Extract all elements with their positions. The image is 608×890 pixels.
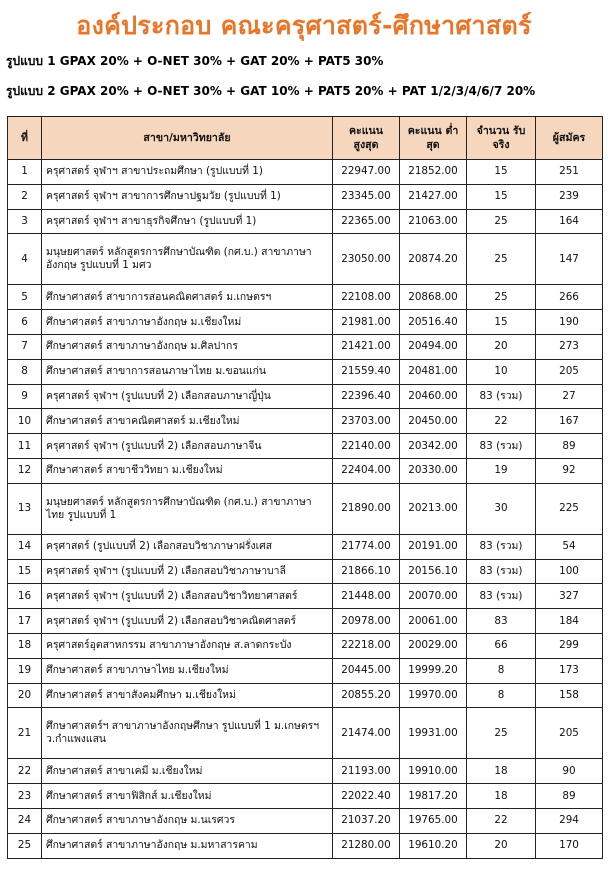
cell-applicants: 205 bbox=[536, 708, 603, 759]
cell-no: 8 bbox=[8, 359, 42, 384]
cell-applicants: 147 bbox=[536, 234, 603, 285]
cell-max-score: 21448.00 bbox=[333, 584, 400, 609]
cell-applicants: 90 bbox=[536, 759, 603, 784]
cell-applicants: 225 bbox=[536, 483, 603, 534]
cell-no: 15 bbox=[8, 559, 42, 584]
cell-no: 13 bbox=[8, 483, 42, 534]
cell-program: ครุศาสตร์ (รูปแบบที่ 2) เลือกสอบวิชาภาษาฝรั่งเศส bbox=[42, 534, 333, 559]
cell-min-score: 20481.00 bbox=[400, 359, 467, 384]
page-title: องค์ประกอบ คณะครุศาสตร์-ศึกษาศาสตร์ bbox=[76, 11, 532, 40]
score-table bbox=[7, 116, 603, 859]
header-applicants: ผู้สมัคร bbox=[536, 117, 603, 160]
cell-no: 6 bbox=[8, 310, 42, 335]
table-row bbox=[8, 808, 603, 833]
table-row bbox=[8, 310, 603, 335]
cell-min-score: 20494.00 bbox=[400, 334, 467, 359]
cell-no: 21 bbox=[8, 708, 42, 759]
cell-min-score: 20874.20 bbox=[400, 234, 467, 285]
cell-min-score: 20191.00 bbox=[400, 534, 467, 559]
cell-no: 22 bbox=[8, 759, 42, 784]
table-row bbox=[8, 234, 603, 285]
cell-max-score: 22218.00 bbox=[333, 633, 400, 658]
table-row bbox=[8, 658, 603, 683]
cell-min-score: 21427.00 bbox=[400, 184, 467, 209]
cell-applicants: 100 bbox=[536, 559, 603, 584]
cell-min-score: 20868.00 bbox=[400, 285, 467, 310]
cell-max-score: 21280.00 bbox=[333, 833, 400, 858]
cell-max-score: 21037.20 bbox=[333, 808, 400, 833]
cell-no: 17 bbox=[8, 609, 42, 634]
cell-applicants: 92 bbox=[536, 458, 603, 483]
cell-program: ศึกษาศาสตร์ สาขาฟิสิกส์ ม.เชียงใหม่ bbox=[42, 784, 333, 809]
cell-max-score: 22365.00 bbox=[333, 209, 400, 234]
cell-program: ศึกษาศาสตร์ สาขาชีววิทยา ม.เชียงใหม่ bbox=[42, 458, 333, 483]
cell-program: ครุศาสตร์ จุฬาฯ (รูปแบบที่ 2) เลือกสอบภาษาจีน bbox=[42, 434, 333, 459]
formula-pattern-2: รูปแบบ 2 GPAX 20% + O-NET 30% + GAT 10% + PAT5 20% + PAT 1/2/3/4/6/7 20% bbox=[6, 84, 536, 98]
cell-applicants: 273 bbox=[536, 334, 603, 359]
cell-min-score: 19910.00 bbox=[400, 759, 467, 784]
cell-applicants: 327 bbox=[536, 584, 603, 609]
table-row bbox=[8, 384, 603, 409]
cell-no: 3 bbox=[8, 209, 42, 234]
cell-max-score: 22947.00 bbox=[333, 160, 400, 185]
cell-applicants: 205 bbox=[536, 359, 603, 384]
table-row bbox=[8, 633, 603, 658]
cell-seats: 83 (รวม) bbox=[467, 584, 536, 609]
header-no: ที่ bbox=[8, 117, 42, 160]
cell-seats: 8 bbox=[467, 683, 536, 708]
cell-max-score: 21193.00 bbox=[333, 759, 400, 784]
table-row bbox=[8, 184, 603, 209]
cell-min-score: 20342.00 bbox=[400, 434, 467, 459]
cell-no: 2 bbox=[8, 184, 42, 209]
table-header-row bbox=[8, 117, 603, 160]
cell-program: ศึกษาศาสตร์ สาขาการสอนภาษาไทย ม.ขอนแก่น bbox=[42, 359, 333, 384]
cell-seats: 15 bbox=[467, 160, 536, 185]
cell-no: 20 bbox=[8, 683, 42, 708]
cell-applicants: 251 bbox=[536, 160, 603, 185]
cell-no: 25 bbox=[8, 833, 42, 858]
cell-applicants: 167 bbox=[536, 409, 603, 434]
cell-min-score: 20516.40 bbox=[400, 310, 467, 335]
cell-applicants: 294 bbox=[536, 808, 603, 833]
cell-applicants: 54 bbox=[536, 534, 603, 559]
cell-program: ครุศาสตร์ จุฬาฯ สาขาประถมศึกษา (รูปแบบที่ 1) bbox=[42, 160, 333, 185]
cell-no: 10 bbox=[8, 409, 42, 434]
cell-no: 1 bbox=[8, 160, 42, 185]
cell-seats: 18 bbox=[467, 784, 536, 809]
cell-max-score: 23050.00 bbox=[333, 234, 400, 285]
cell-max-score: 21474.00 bbox=[333, 708, 400, 759]
cell-min-score: 19970.00 bbox=[400, 683, 467, 708]
cell-program: ศึกษาศาสตร์ สาขาการสอนคณิตศาสตร์ ม.เกษตรฯ bbox=[42, 285, 333, 310]
table-row bbox=[8, 534, 603, 559]
cell-seats: 20 bbox=[467, 334, 536, 359]
cell-no: 7 bbox=[8, 334, 42, 359]
cell-max-score: 23345.00 bbox=[333, 184, 400, 209]
cell-no: 16 bbox=[8, 584, 42, 609]
table-row bbox=[8, 584, 603, 609]
cell-seats: 10 bbox=[467, 359, 536, 384]
cell-max-score: 20978.00 bbox=[333, 609, 400, 634]
cell-max-score: 20445.00 bbox=[333, 658, 400, 683]
cell-no: 11 bbox=[8, 434, 42, 459]
cell-max-score: 22022.40 bbox=[333, 784, 400, 809]
cell-program: ศึกษาศาสตร์ สาขาภาษาอังกฤษ ม.ศิลปากร bbox=[42, 334, 333, 359]
cell-seats: 22 bbox=[467, 409, 536, 434]
cell-applicants: 170 bbox=[536, 833, 603, 858]
table-row bbox=[8, 559, 603, 584]
table-row bbox=[8, 334, 603, 359]
cell-applicants: 158 bbox=[536, 683, 603, 708]
cell-min-score: 20460.00 bbox=[400, 384, 467, 409]
table-row bbox=[8, 483, 603, 534]
header-min-score: คะแนน ต่ำสุด bbox=[400, 117, 467, 160]
table-row bbox=[8, 784, 603, 809]
cell-program: ศึกษาศาสตร์ สาขาภาษาอังกฤษ ม.เชียงใหม่ bbox=[42, 310, 333, 335]
cell-applicants: 164 bbox=[536, 209, 603, 234]
cell-program: ครุศาสตร์ จุฬาฯ (รูปแบบที่ 2) เลือกสอบวิชาวิทยาศาสตร์ bbox=[42, 584, 333, 609]
cell-program: ศึกษาศาสตร์ สาขาสังคมศึกษา ม.เชียงใหม่ bbox=[42, 683, 333, 708]
cell-min-score: 19931.00 bbox=[400, 708, 467, 759]
cell-program: มนุษยศาสตร์ หลักสูตรการศึกษาบัณฑิต (กศ.บ.) สาขาภาษาอังกฤษ รูปแบบที่ 1 มศว bbox=[42, 234, 333, 285]
cell-applicants: 266 bbox=[536, 285, 603, 310]
table-row bbox=[8, 160, 603, 185]
cell-applicants: 89 bbox=[536, 784, 603, 809]
table-row bbox=[8, 409, 603, 434]
table-row bbox=[8, 759, 603, 784]
cell-max-score: 21981.00 bbox=[333, 310, 400, 335]
table-row bbox=[8, 458, 603, 483]
cell-applicants: 239 bbox=[536, 184, 603, 209]
cell-min-score: 20213.00 bbox=[400, 483, 467, 534]
cell-no: 24 bbox=[8, 808, 42, 833]
cell-max-score: 21866.10 bbox=[333, 559, 400, 584]
cell-program: ครุศาสตร์ จุฬาฯ (รูปแบบที่ 2) เลือกสอบวิชาภาษาบาลี bbox=[42, 559, 333, 584]
cell-min-score: 20330.00 bbox=[400, 458, 467, 483]
cell-min-score: 19999.20 bbox=[400, 658, 467, 683]
cell-applicants: 299 bbox=[536, 633, 603, 658]
cell-program: ครุศาสตร์ จุฬาฯ (รูปแบบที่ 2) เลือกสอบวิชาคณิตศาสตร์ bbox=[42, 609, 333, 634]
cell-max-score: 22396.40 bbox=[333, 384, 400, 409]
header-seats: จำนวน รับจริง bbox=[467, 117, 536, 160]
cell-max-score: 21559.40 bbox=[333, 359, 400, 384]
cell-max-score: 22140.00 bbox=[333, 434, 400, 459]
cell-seats: 25 bbox=[467, 234, 536, 285]
cell-program: มนุษยศาสตร์ หลักสูตรการศึกษาบัณฑิต (กศ.บ.) สาขาภาษาไทย รูปแบบที่ 1 bbox=[42, 483, 333, 534]
cell-applicants: 27 bbox=[536, 384, 603, 409]
cell-seats: 19 bbox=[467, 458, 536, 483]
cell-seats: 20 bbox=[467, 833, 536, 858]
cell-no: 14 bbox=[8, 534, 42, 559]
cell-max-score: 21421.00 bbox=[333, 334, 400, 359]
cell-applicants: 173 bbox=[536, 658, 603, 683]
cell-no: 5 bbox=[8, 285, 42, 310]
cell-seats: 30 bbox=[467, 483, 536, 534]
cell-program: ครุศาสตร์อุตสาหกรรม สาขาภาษาอังกฤษ ส.ลาดกระบัง bbox=[42, 633, 333, 658]
cell-seats: 66 bbox=[467, 633, 536, 658]
cell-program: ครุศาสตร์ จุฬาฯ สาขาการศึกษาปฐมวัย (รูปแบบที่ 1) bbox=[42, 184, 333, 209]
cell-applicants: 190 bbox=[536, 310, 603, 335]
cell-program: ครุศาสตร์ จุฬาฯ สาขาธุรกิจศึกษา (รูปแบบที่ 1) bbox=[42, 209, 333, 234]
cell-seats: 25 bbox=[467, 209, 536, 234]
cell-seats: 15 bbox=[467, 184, 536, 209]
cell-min-score: 20070.00 bbox=[400, 584, 467, 609]
cell-min-score: 19817.20 bbox=[400, 784, 467, 809]
cell-max-score: 23703.00 bbox=[333, 409, 400, 434]
cell-program: ศึกษาศาสตร์ สาขาภาษาอังกฤษ ม.มหาสารคาม bbox=[42, 833, 333, 858]
cell-no: 23 bbox=[8, 784, 42, 809]
cell-no: 19 bbox=[8, 658, 42, 683]
cell-max-score: 22108.00 bbox=[333, 285, 400, 310]
table-row bbox=[8, 434, 603, 459]
cell-seats: 83 (รวม) bbox=[467, 384, 536, 409]
cell-seats: 83 (รวม) bbox=[467, 559, 536, 584]
header-program: สาขา/มหาวิทยาลัย bbox=[42, 117, 333, 160]
cell-program: ศึกษาศาสตร์ สาขาภาษาไทย ม.เชียงใหม่ bbox=[42, 658, 333, 683]
cell-program: ศึกษาศาสตร์ สาขาภาษาอังกฤษ ม.นเรศวร bbox=[42, 808, 333, 833]
cell-min-score: 20156.10 bbox=[400, 559, 467, 584]
cell-seats: 83 (รวม) bbox=[467, 534, 536, 559]
cell-min-score: 19610.20 bbox=[400, 833, 467, 858]
cell-no: 9 bbox=[8, 384, 42, 409]
cell-no: 18 bbox=[8, 633, 42, 658]
table-row bbox=[8, 683, 603, 708]
cell-seats: 25 bbox=[467, 708, 536, 759]
cell-no: 12 bbox=[8, 458, 42, 483]
cell-max-score: 22404.00 bbox=[333, 458, 400, 483]
cell-seats: 22 bbox=[467, 808, 536, 833]
cell-max-score: 21890.00 bbox=[333, 483, 400, 534]
table-row bbox=[8, 609, 603, 634]
cell-min-score: 20450.00 bbox=[400, 409, 467, 434]
table-row bbox=[8, 359, 603, 384]
cell-min-score: 21063.00 bbox=[400, 209, 467, 234]
cell-seats: 25 bbox=[467, 285, 536, 310]
cell-program: ศึกษาศาสตร์ฯ สาขาภาษาอังกฤษศึกษา รูปแบบที่ 1 ม.เกษตรฯ ว.กำแพงแสน bbox=[42, 708, 333, 759]
table-row bbox=[8, 209, 603, 234]
cell-min-score: 20061.00 bbox=[400, 609, 467, 634]
cell-no: 4 bbox=[8, 234, 42, 285]
cell-seats: 83 bbox=[467, 609, 536, 634]
cell-seats: 8 bbox=[467, 658, 536, 683]
table-row bbox=[8, 285, 603, 310]
cell-program: ครุศาสตร์ จุฬาฯ (รูปแบบที่ 2) เลือกสอบภาษาญี่ปุ่น bbox=[42, 384, 333, 409]
cell-seats: 83 (รวม) bbox=[467, 434, 536, 459]
cell-program: ศึกษาศาสตร์ สาขาคณิตศาสตร์ ม.เชียงใหม่ bbox=[42, 409, 333, 434]
cell-max-score: 21774.00 bbox=[333, 534, 400, 559]
formula-pattern-1: รูปแบบ 1 GPAX 20% + O-NET 30% + GAT 20% + PAT5 30% bbox=[6, 54, 384, 68]
table-row bbox=[8, 708, 603, 759]
header-max-score: คะแนน สูงสุด bbox=[333, 117, 400, 160]
cell-applicants: 184 bbox=[536, 609, 603, 634]
cell-min-score: 20029.00 bbox=[400, 633, 467, 658]
table-row bbox=[8, 833, 603, 858]
cell-applicants: 89 bbox=[536, 434, 603, 459]
cell-min-score: 19765.00 bbox=[400, 808, 467, 833]
cell-min-score: 21852.00 bbox=[400, 160, 467, 185]
cell-program: ศึกษาศาสตร์ สาขาเคมี ม.เชียงใหม่ bbox=[42, 759, 333, 784]
cell-seats: 15 bbox=[467, 310, 536, 335]
cell-max-score: 20855.20 bbox=[333, 683, 400, 708]
cell-seats: 18 bbox=[467, 759, 536, 784]
